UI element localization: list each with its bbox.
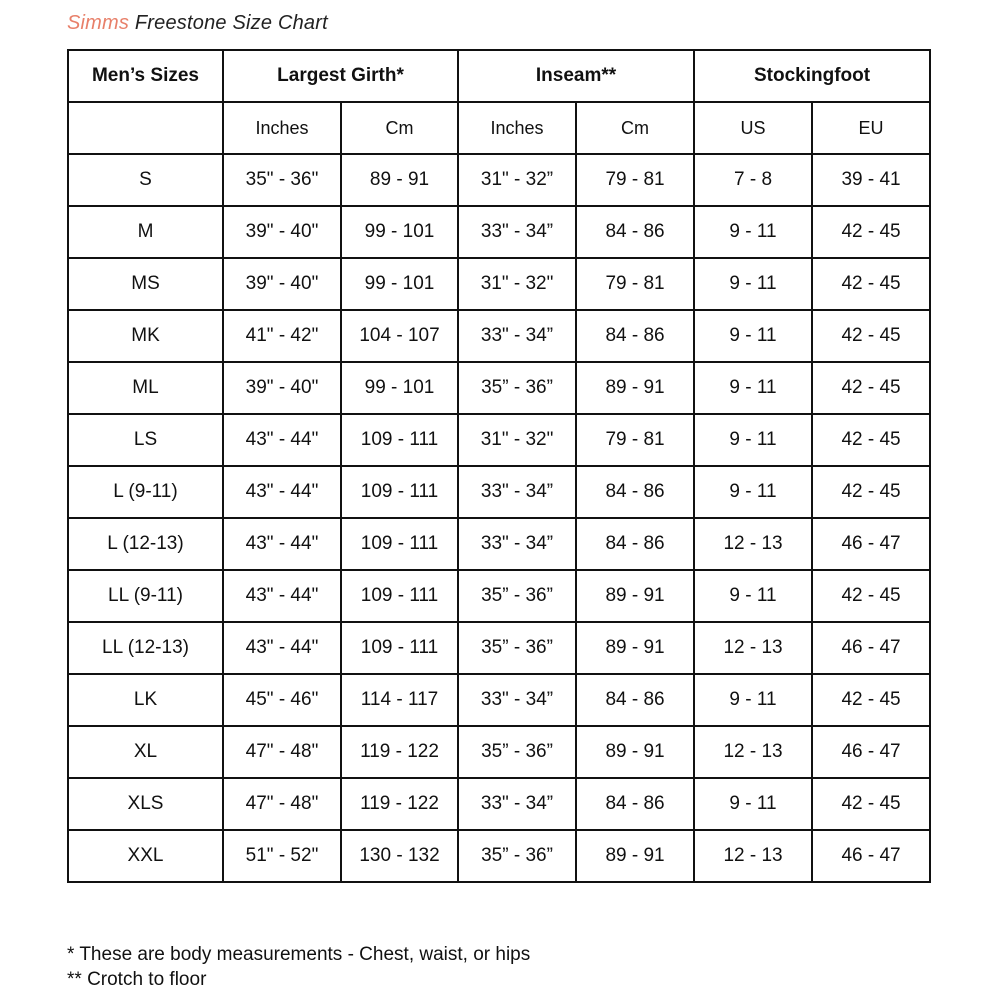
sub-header-girth-inches: Inches bbox=[223, 102, 341, 154]
cell-inseam-inches: 35” - 36” bbox=[458, 726, 576, 778]
cell-size: LL (12-13) bbox=[68, 622, 223, 674]
cell-stockingfoot-eu: 42 - 45 bbox=[812, 310, 930, 362]
cell-inseam-inches: 31" - 32" bbox=[458, 414, 576, 466]
cell-size: L (9-11) bbox=[68, 466, 223, 518]
cell-size: MS bbox=[68, 258, 223, 310]
cell-girth-cm: 119 - 122 bbox=[341, 778, 458, 830]
cell-stockingfoot-us: 9 - 11 bbox=[694, 466, 812, 518]
cell-inseam-inches: 35” - 36” bbox=[458, 830, 576, 882]
chart-title bbox=[67, 12, 328, 35]
table-row bbox=[68, 726, 930, 778]
cell-girth-cm: 109 - 111 bbox=[341, 622, 458, 674]
cell-size: XLS bbox=[68, 778, 223, 830]
cell-inseam-cm: 89 - 91 bbox=[576, 570, 694, 622]
cell-stockingfoot-us: 9 - 11 bbox=[694, 674, 812, 726]
cell-size: LK bbox=[68, 674, 223, 726]
cell-girth-inches: 39" - 40" bbox=[223, 206, 341, 258]
footnote-crotch-to-floor: ** Crotch to floor bbox=[67, 969, 207, 990]
cell-stockingfoot-us: 9 - 11 bbox=[694, 310, 812, 362]
cell-inseam-cm: 84 - 86 bbox=[576, 674, 694, 726]
cell-girth-cm: 109 - 111 bbox=[341, 414, 458, 466]
sub-header-row bbox=[68, 102, 930, 154]
cell-girth-cm: 109 - 111 bbox=[341, 570, 458, 622]
cell-inseam-cm: 84 - 86 bbox=[576, 518, 694, 570]
cell-girth-cm: 130 - 132 bbox=[341, 830, 458, 882]
table-row bbox=[68, 830, 930, 882]
table-row bbox=[68, 206, 930, 258]
cell-girth-cm: 89 - 91 bbox=[341, 154, 458, 206]
cell-inseam-inches: 33" - 34” bbox=[458, 310, 576, 362]
cell-stockingfoot-us: 9 - 11 bbox=[694, 206, 812, 258]
header-largest-girth: Largest Girth* bbox=[223, 50, 458, 102]
cell-girth-inches: 35" - 36" bbox=[223, 154, 341, 206]
cell-inseam-cm: 84 - 86 bbox=[576, 206, 694, 258]
cell-stockingfoot-us: 12 - 13 bbox=[694, 726, 812, 778]
table-row bbox=[68, 778, 930, 830]
table-row bbox=[68, 570, 930, 622]
cell-inseam-inches: 35” - 36” bbox=[458, 570, 576, 622]
cell-stockingfoot-eu: 46 - 47 bbox=[812, 830, 930, 882]
sub-header-inseam-inches: Inches bbox=[458, 102, 576, 154]
cell-size: M bbox=[68, 206, 223, 258]
cell-size: LS bbox=[68, 414, 223, 466]
sub-header-eu: EU bbox=[812, 102, 930, 154]
cell-size: LL (9-11) bbox=[68, 570, 223, 622]
sub-header-girth-cm: Cm bbox=[341, 102, 458, 154]
cell-size: ML bbox=[68, 362, 223, 414]
cell-inseam-cm: 89 - 91 bbox=[576, 622, 694, 674]
cell-stockingfoot-eu: 46 - 47 bbox=[812, 622, 930, 674]
table-row bbox=[68, 622, 930, 674]
cell-girth-inches: 43" - 44" bbox=[223, 466, 341, 518]
cell-inseam-cm: 89 - 91 bbox=[576, 362, 694, 414]
cell-inseam-inches: 33" - 34” bbox=[458, 466, 576, 518]
cell-girth-inches: 43" - 44" bbox=[223, 414, 341, 466]
cell-inseam-inches: 35” - 36” bbox=[458, 362, 576, 414]
cell-stockingfoot-us: 9 - 11 bbox=[694, 778, 812, 830]
cell-inseam-cm: 89 - 91 bbox=[576, 830, 694, 882]
cell-stockingfoot-eu: 42 - 45 bbox=[812, 466, 930, 518]
cell-inseam-inches: 33" - 34” bbox=[458, 518, 576, 570]
sub-header-inseam-cm: Cm bbox=[576, 102, 694, 154]
table-row bbox=[68, 154, 930, 206]
chart-title-text: Freestone Size Chart bbox=[134, 12, 328, 34]
cell-stockingfoot-eu: 46 - 47 bbox=[812, 518, 930, 570]
cell-inseam-cm: 84 - 86 bbox=[576, 466, 694, 518]
cell-stockingfoot-eu: 42 - 45 bbox=[812, 570, 930, 622]
cell-girth-cm: 119 - 122 bbox=[341, 726, 458, 778]
table-row bbox=[68, 518, 930, 570]
table-row bbox=[68, 414, 930, 466]
cell-inseam-cm: 84 - 86 bbox=[576, 310, 694, 362]
cell-stockingfoot-us: 12 - 13 bbox=[694, 518, 812, 570]
table-row bbox=[68, 258, 930, 310]
header-mens-sizes: Men’s Sizes bbox=[68, 50, 223, 102]
footnote-body-measurements: * These are body measurements - Chest, waist, or hips bbox=[67, 944, 531, 965]
cell-size: S bbox=[68, 154, 223, 206]
cell-girth-inches: 43" - 44" bbox=[223, 570, 341, 622]
group-header-row bbox=[68, 50, 930, 102]
cell-stockingfoot-us: 7 - 8 bbox=[694, 154, 812, 206]
cell-inseam-cm: 79 - 81 bbox=[576, 154, 694, 206]
table-row bbox=[68, 310, 930, 362]
sub-header-us: US bbox=[694, 102, 812, 154]
table-row bbox=[68, 674, 930, 726]
cell-stockingfoot-eu: 42 - 45 bbox=[812, 206, 930, 258]
cell-stockingfoot-eu: 46 - 47 bbox=[812, 726, 930, 778]
cell-size: L (12-13) bbox=[68, 518, 223, 570]
cell-inseam-inches: 33" - 34” bbox=[458, 674, 576, 726]
cell-girth-inches: 43" - 44" bbox=[223, 622, 341, 674]
cell-size: XL bbox=[68, 726, 223, 778]
cell-inseam-cm: 89 - 91 bbox=[576, 726, 694, 778]
cell-girth-inches: 51" - 52" bbox=[223, 830, 341, 882]
cell-girth-cm: 99 - 101 bbox=[341, 206, 458, 258]
cell-girth-inches: 39" - 40" bbox=[223, 258, 341, 310]
cell-girth-cm: 109 - 111 bbox=[341, 466, 458, 518]
header-inseam: Inseam** bbox=[458, 50, 694, 102]
cell-stockingfoot-eu: 39 - 41 bbox=[812, 154, 930, 206]
cell-girth-cm: 109 - 111 bbox=[341, 518, 458, 570]
cell-size: MK bbox=[68, 310, 223, 362]
cell-girth-cm: 99 - 101 bbox=[341, 258, 458, 310]
cell-girth-inches: 47" - 48" bbox=[223, 726, 341, 778]
cell-stockingfoot-us: 12 - 13 bbox=[694, 622, 812, 674]
cell-stockingfoot-us: 9 - 11 bbox=[694, 258, 812, 310]
cell-stockingfoot-eu: 42 - 45 bbox=[812, 778, 930, 830]
cell-girth-cm: 104 - 107 bbox=[341, 310, 458, 362]
cell-girth-cm: 114 - 117 bbox=[341, 674, 458, 726]
footnotes bbox=[67, 942, 530, 992]
brand-name: Simms bbox=[67, 12, 130, 34]
cell-girth-inches: 41" - 42" bbox=[223, 310, 341, 362]
cell-girth-cm: 99 - 101 bbox=[341, 362, 458, 414]
cell-stockingfoot-eu: 42 - 45 bbox=[812, 362, 930, 414]
cell-stockingfoot-us: 9 - 11 bbox=[694, 414, 812, 466]
cell-girth-inches: 45" - 46" bbox=[223, 674, 341, 726]
cell-stockingfoot-us: 12 - 13 bbox=[694, 830, 812, 882]
cell-girth-inches: 43" - 44" bbox=[223, 518, 341, 570]
cell-inseam-inches: 35” - 36” bbox=[458, 622, 576, 674]
cell-inseam-inches: 33" - 34” bbox=[458, 778, 576, 830]
cell-stockingfoot-eu: 42 - 45 bbox=[812, 414, 930, 466]
table-row bbox=[68, 466, 930, 518]
size-rows bbox=[68, 154, 930, 882]
cell-stockingfoot-eu: 42 - 45 bbox=[812, 258, 930, 310]
table-row bbox=[68, 362, 930, 414]
cell-inseam-inches: 33" - 34” bbox=[458, 206, 576, 258]
cell-stockingfoot-us: 9 - 11 bbox=[694, 362, 812, 414]
size-chart-table bbox=[67, 49, 931, 883]
cell-size: XXL bbox=[68, 830, 223, 882]
cell-girth-inches: 39" - 40" bbox=[223, 362, 341, 414]
cell-stockingfoot-us: 9 - 11 bbox=[694, 570, 812, 622]
cell-inseam-cm: 84 - 86 bbox=[576, 778, 694, 830]
header-stockingfoot: Stockingfoot bbox=[694, 50, 930, 102]
cell-inseam-cm: 79 - 81 bbox=[576, 414, 694, 466]
cell-inseam-cm: 79 - 81 bbox=[576, 258, 694, 310]
cell-inseam-inches: 31" - 32" bbox=[458, 258, 576, 310]
cell-girth-inches: 47" - 48" bbox=[223, 778, 341, 830]
sub-header-empty bbox=[68, 102, 223, 154]
cell-inseam-inches: 31" - 32” bbox=[458, 154, 576, 206]
cell-stockingfoot-eu: 42 - 45 bbox=[812, 674, 930, 726]
